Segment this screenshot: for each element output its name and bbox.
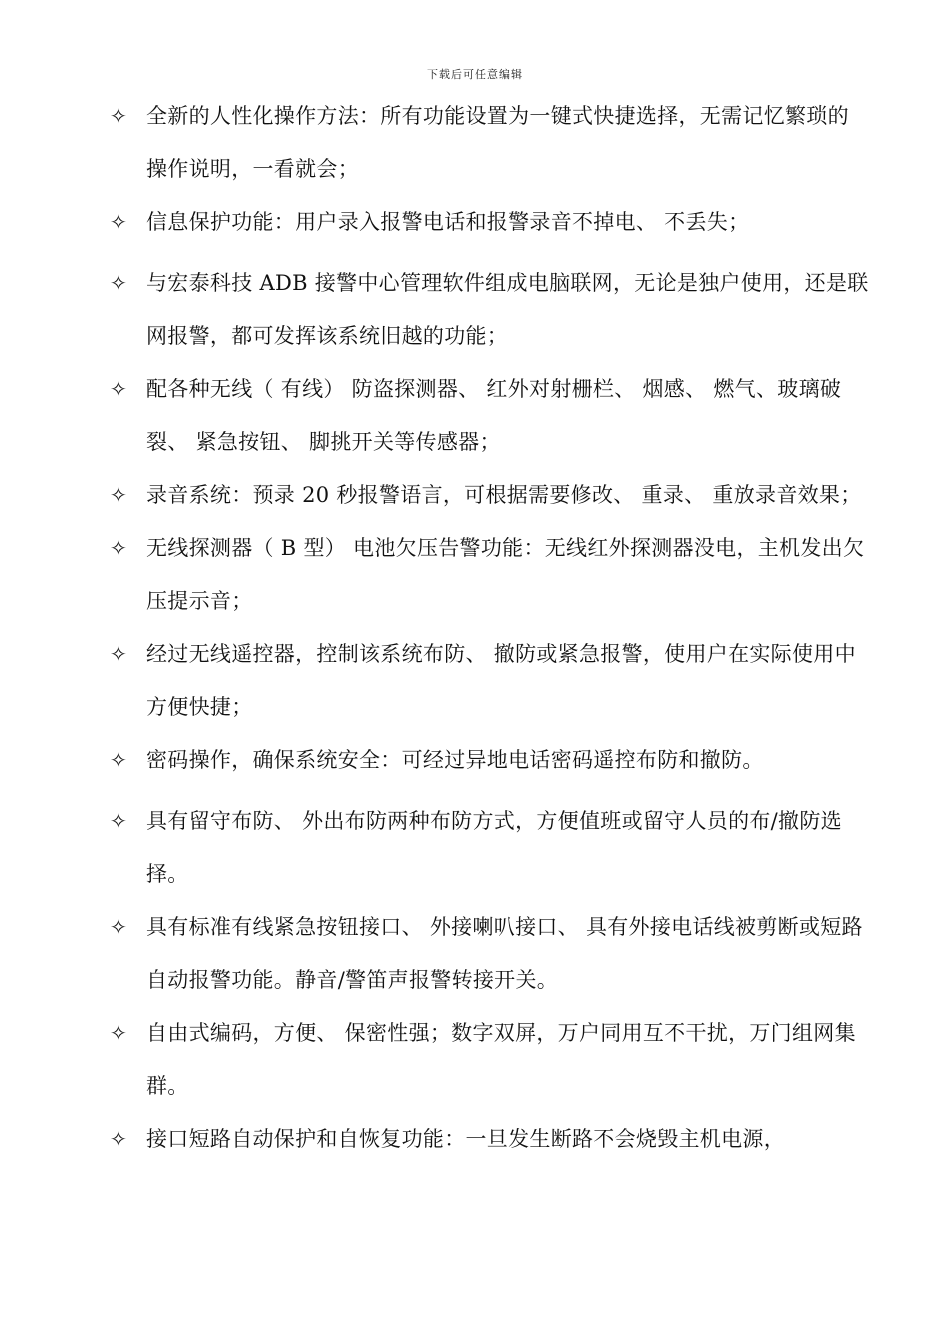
list-item-text: 无线探测器（ B 型） 电池欠压告警功能：无线红外探测器没电，主机发出欠压提示音； <box>146 536 865 613</box>
diamond-bullet-icon: ✧ <box>110 809 127 833</box>
list-item <box>110 363 870 469</box>
list-item-text: 全新的人性化操作方法：所有功能设置为一键式快捷选择，无需记忆繁琐的操作说明，一看就会； <box>146 104 849 181</box>
list-item <box>110 1007 870 1113</box>
diamond-bullet-icon: ✧ <box>110 104 127 128</box>
diamond-bullet-icon: ✧ <box>110 271 127 295</box>
page-header: 下载后可任意编辑 <box>427 68 523 81</box>
list-item <box>110 469 870 522</box>
diamond-bullet-icon: ✧ <box>110 536 127 560</box>
list-item-text: 与宏泰科技 ADB 接警中心管理软件组成电脑联网，无论是独户使用，还是联网报警，都可发挥该系统旧越的功能； <box>146 271 869 348</box>
list-item-text: 配各种无线（ 有线） 防盗探测器、 红外对射栅栏、 烟感、 燃气、玻璃破裂、 紧急按钮、 脚挑开关等传感器； <box>146 377 842 454</box>
list-item-text: 具有留守布防、 外出布防两种布防方式，方便值班或留守人员的布/撤防选择。 <box>146 809 842 886</box>
list-item-text: 具有标准有线紧急按钮接口、 外接喇叭接口、 具有外接电话线被剪断或短路自动报警功能。静音/警笛声报警转接开关。 <box>146 915 863 992</box>
list-item-text: 经过无线遥控器，控制该系统布防、 撤防或紧急报警，使用户在实际使用中方便快捷； <box>146 642 856 719</box>
list-item-text: 信息保护功能：用户录入报警电话和报警录音不掉电、 不丢失； <box>146 210 750 234</box>
list-item <box>110 628 870 734</box>
diamond-bullet-icon: ✧ <box>110 483 127 507</box>
diamond-bullet-icon: ✧ <box>110 748 127 772</box>
list-item <box>110 901 870 1007</box>
list-item <box>110 522 870 628</box>
list-item <box>110 90 870 196</box>
list-item <box>110 196 870 249</box>
diamond-bullet-icon: ✧ <box>110 1021 127 1045</box>
list-item <box>110 795 870 901</box>
feature-list <box>110 90 870 1166</box>
diamond-bullet-icon: ✧ <box>110 915 127 939</box>
list-item-text: 录音系统：预录 20 秒报警语言，可根据需要修改、 重录、 重放录音效果； <box>146 483 862 507</box>
list-item-text: 接口短路自动保护和自恢复功能：一旦发生断路不会烧毁主机电源， <box>146 1127 785 1151</box>
diamond-bullet-icon: ✧ <box>110 377 127 401</box>
list-item <box>110 257 870 363</box>
list-item-text: 自由式编码，方便、 保密性强；数字双屏，万户同用互不干扰，万门组网集群。 <box>146 1021 856 1098</box>
diamond-bullet-icon: ✧ <box>110 1127 127 1151</box>
list-item <box>110 734 870 787</box>
list-item <box>110 1113 870 1166</box>
diamond-bullet-icon: ✧ <box>110 642 127 666</box>
list-item-text: 密码操作，确保系统安全：可经过异地电话密码遥控布防和撤防。 <box>146 748 764 772</box>
diamond-bullet-icon: ✧ <box>110 210 127 234</box>
